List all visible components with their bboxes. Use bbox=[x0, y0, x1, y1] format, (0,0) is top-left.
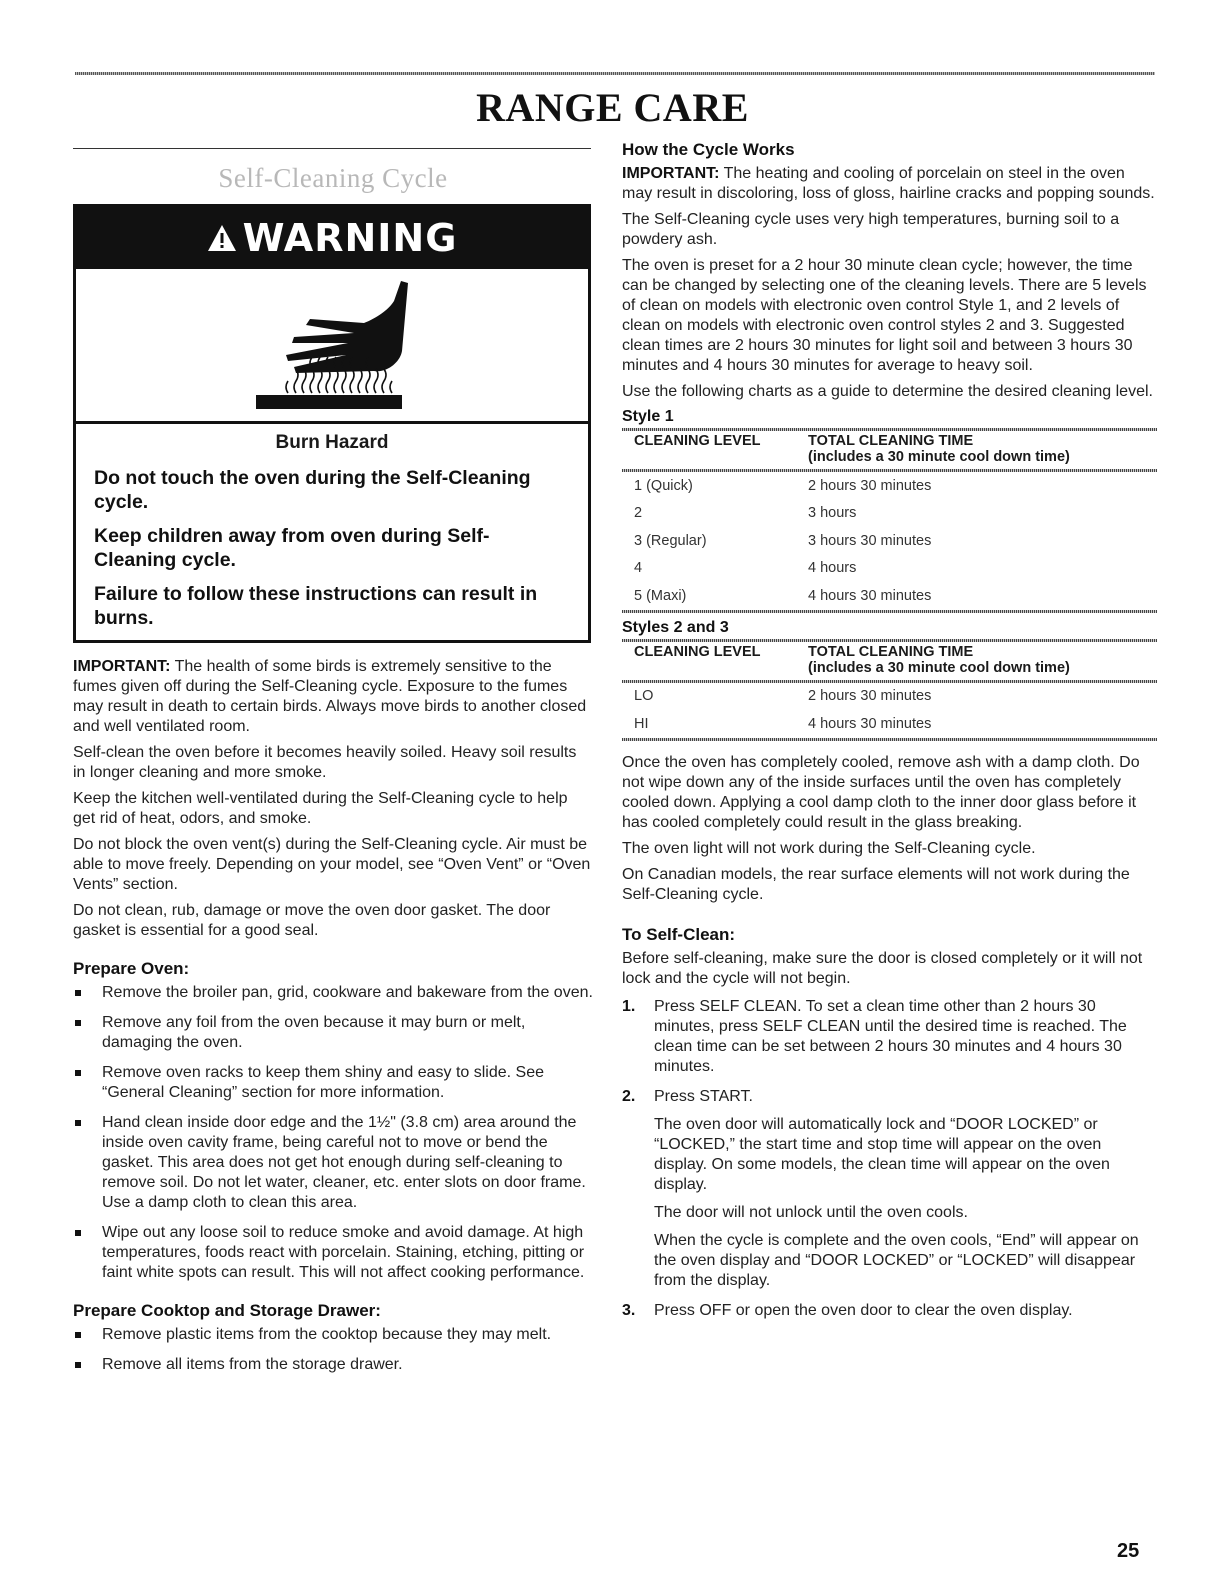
paragraph: The oven is preset for a 2 hour 30 minute clean cycle; however, the time can be changed by selecting one of the cleaning levels. There are 5 levels of clean on models with electronic oven control Style 1, and 2 levels of clean on models with electronic oven control styles 2 and 3. Suggested clean times are 2 hours 30 minutes for light soil and between 3 hours 30 minutes and 4 hours 30 minutes for average to heavy soil. bbox=[622, 257, 1147, 374]
how-cycle-works-heading: How the Cycle Works bbox=[622, 140, 795, 159]
prepare-oven-heading: Prepare Oven: bbox=[73, 959, 190, 978]
list-item: Remove all items from the storage drawer. bbox=[73, 1355, 593, 1375]
paragraph: Do not block the oven vent(s) during the Self-Cleaning cycle. Air must be able to move freely. Depending on your model, see “Oven Vent” or “Oven Vents” section. bbox=[73, 836, 591, 893]
step-detail: When the cycle is complete and the oven cools, “End” will appear on the oven display and “DOOR LOCKED” or “LOCKED” will disappear from the display. bbox=[654, 1231, 1139, 1289]
bullet-icon bbox=[75, 1332, 81, 1338]
paragraph: The Self-Cleaning cycle uses very high temperatures, burning soil to a powdery ash. bbox=[622, 211, 1120, 248]
page-title: RANGE CARE bbox=[476, 85, 749, 130]
column-header: CLEANING LEVEL bbox=[634, 643, 761, 660]
bullet-icon bbox=[75, 1120, 81, 1126]
table-row: 2 3 hours bbox=[634, 505, 857, 522]
paragraph: Once the oven has completely cooled, remove ash with a damp cloth. Do not wipe down any of the inside surfaces until the oven has completely cooled down. Applying a cool damp cloth to the inner door glass before it has cooled completely could result in the glass breaking. bbox=[622, 753, 1140, 831]
prepare-cooktop-heading: Prepare Cooktop and Storage Drawer: bbox=[73, 1301, 381, 1320]
list-item: Remove oven racks to keep them shiny and easy to slide. See “General Cleaning” section for more information. bbox=[73, 1063, 593, 1103]
self-clean-heading: To Self-Clean: bbox=[622, 924, 736, 944]
burner-bar bbox=[262, 395, 402, 409]
important-note: IMPORTANT: The health of some birds is extremely sensitive to the fumes given off during the Self-Cleaning cycle. Exposure to the fumes may result in death to certain birds. Always move birds to another closed and well ventilated room. bbox=[73, 658, 587, 735]
table-header bbox=[622, 431, 1157, 469]
prepare-oven-list bbox=[73, 983, 593, 1283]
step-detail: The oven door will automatically lock and “DOOR LOCKED” or “LOCKED,” the start time and stop time will appear on the oven display. On some models, the clean time will appear on the oven display. bbox=[654, 1115, 1110, 1193]
style23-heading: Styles 2 and 3 bbox=[622, 618, 729, 636]
paragraph: Use the following charts as a guide to determine the desired cleaning level. bbox=[622, 383, 1153, 400]
style1-table bbox=[622, 428, 1157, 613]
self-clean-intro: Before self-cleaning, make sure the door is closed completely or it will not lock and the cycle will not begin. bbox=[622, 949, 1143, 987]
warning-line: Failure to follow these instructions can result in burns. bbox=[94, 583, 538, 629]
bullet-icon bbox=[75, 1230, 81, 1236]
warning-text bbox=[76, 424, 588, 640]
style23-table bbox=[622, 639, 1157, 741]
warning-label: WARNING bbox=[242, 216, 458, 260]
style1-heading: Style 1 bbox=[622, 408, 674, 425]
right-column bbox=[622, 140, 1157, 1331]
table-row: 3 (Regular) 3 hours 30 minutes bbox=[634, 532, 932, 549]
paragraph: Keep the kitchen well-ventilated during the Self-Cleaning cycle to help get rid of heat, odors, and smoke. bbox=[73, 790, 568, 827]
list-item: Remove any foil from the oven because it may burn or melt, damaging the oven. bbox=[73, 1013, 593, 1053]
table-row: LO 2 hours 30 minutes bbox=[634, 688, 932, 705]
step-item: 1. Press SELF CLEAN. To set a clean time other than 2 hours 30 minutes, press SELF CLEAN until the desired time is reached. The clean time can be set between 2 hours 30 minutes and 4 hours 30 minutes. bbox=[622, 997, 1127, 1075]
table-row: 5 (Maxi) 4 hours 30 minutes bbox=[634, 587, 932, 604]
table-rule bbox=[622, 738, 1157, 741]
step-number: 1. bbox=[622, 997, 636, 1015]
burn-hazard-title: Burn Hazard bbox=[275, 432, 389, 453]
section-rule bbox=[73, 148, 591, 149]
top-rule bbox=[75, 72, 1155, 75]
bullet-icon bbox=[75, 1070, 81, 1076]
prepare-cooktop-list bbox=[73, 1325, 593, 1375]
step-number: 2. bbox=[622, 1087, 636, 1105]
warning-banner bbox=[76, 207, 588, 269]
paragraph: Self-clean the oven before it becomes heavily soiled. Heavy soil results in longer cleaning and more smoke. bbox=[73, 744, 577, 781]
paragraph: Do not clean, rub, damage or move the oven door gasket. The door gasket is essential for a good seal. bbox=[73, 902, 551, 939]
table-header bbox=[622, 642, 1157, 680]
bullet-icon bbox=[75, 990, 81, 996]
list-item: Hand clean inside door edge and the 1½" (3.8 cm) area around the inside oven cavity frame, being careful not to move or bend the gasket. This area does not get hot enough during self-cleaning to remove soil. Do not let water, cleaner, etc. enter slots on door frame. Use a damp cloth to clean this area. bbox=[73, 1113, 593, 1213]
paragraph: On Canadian models, the rear surface elements will not work during the Self-Cleaning cycle. bbox=[622, 865, 1130, 903]
section-title: Self-Cleaning Cycle bbox=[218, 163, 448, 193]
left-column bbox=[73, 148, 593, 1385]
list-item: Wipe out any loose soil to reduce smoke and avoid damage. At high temperatures, foods react with porcelain. Staining, etching, pitting or faint white spots can result. This will not affect cooking performance. bbox=[73, 1223, 593, 1283]
column-header: CLEANING LEVEL bbox=[634, 433, 761, 449]
table-rule bbox=[622, 610, 1157, 613]
column-header: TOTAL CLEANING TIME (includes a 30 minute cool down time) bbox=[808, 433, 1070, 465]
paragraph: The oven light will not work during the Self-Cleaning cycle. bbox=[622, 839, 1036, 857]
column-header: TOTAL CLEANING TIME (includes a 30 minute cool down time) bbox=[808, 643, 1070, 676]
step-number: 3. bbox=[622, 1301, 636, 1319]
hand-burn-icon bbox=[256, 281, 416, 411]
burn-hazard-art bbox=[76, 269, 588, 424]
bullet-icon bbox=[75, 1362, 81, 1368]
warning-line: Do not touch the oven during the Self-Cleaning cycle. bbox=[94, 467, 531, 513]
list-item: Remove the broiler pan, grid, cookware and bakeware from the oven. bbox=[73, 983, 593, 1003]
important-note: IMPORTANT: The heating and cooling of porcelain on steel in the oven may result in discoloring, loss of gloss, hairline cracks and popping sounds. bbox=[622, 165, 1155, 202]
page-number: 25 bbox=[1117, 1540, 1140, 1562]
list-item: Remove plastic items from the cooktop because they may melt. bbox=[73, 1325, 593, 1345]
bullet-icon bbox=[75, 1020, 81, 1026]
step-detail: The door will not unlock until the oven cools. bbox=[654, 1203, 968, 1221]
step-item: 2. Press START. The oven door will automatically lock and “DOOR LOCKED” or “LOCKED,” the start time and stop time will appear on the oven display. On some models, the clean time will appear on the oven display. The door will not unlock until the oven cools. When the cycle is complete and the oven cools, “End” will appear on the oven display and “DOOR LOCKED” or “LOCKED” will disappear from the display. bbox=[622, 1087, 1157, 1291]
warning-box bbox=[73, 204, 591, 643]
warning-triangle-icon bbox=[207, 224, 237, 252]
table-row: 1 (Quick) 2 hours 30 minutes bbox=[634, 477, 932, 494]
warning-line: Keep children away from oven during Self-Cleaning cycle. bbox=[94, 525, 490, 571]
table-row: 4 4 hours bbox=[634, 560, 857, 577]
step-item: 3. Press OFF or open the oven door to clear the oven display. bbox=[622, 1301, 1073, 1319]
table-row: HI 4 hours 30 minutes bbox=[634, 715, 932, 732]
self-clean-steps bbox=[622, 997, 1157, 1321]
